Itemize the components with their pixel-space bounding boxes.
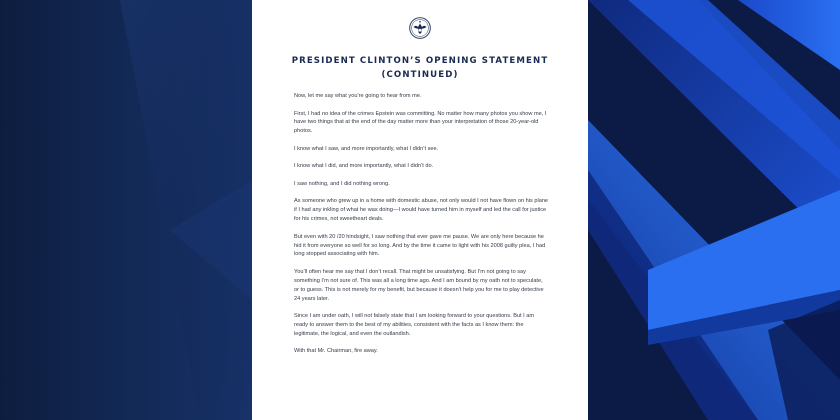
right-panel-pattern [588,0,840,420]
paragraph: I know what I did, and more importantly, what I didn’t do. [294,163,434,170]
title-line-1: PRESIDENT CLINTON’S OPENING STATEMENT [291,56,549,66]
statement-page [252,0,588,420]
paragraph: As someone who grew up in a home with domestic abuse, not only would I not have flown on his plane if I had any inkling of what he was doing—I would have turned him in myself and led the call for justice for his crimes, not sweetheart deals. [294,198,549,223]
left-background-panel [0,0,252,420]
title-line-2: (CONTINUED) [381,70,459,80]
paragraph: But even with 20 /20 hindsight, I saw nothing that ever gave me pause. We are only here because he hid it from everyone so well for so long. And by the time it came to light with his 2008 guilty plea, I had long stopped associating with him. [294,233,546,258]
paragraph: First, I had no idea of the crimes Epstein was committing. No matter how many photos you show me, I have two things that at the end of the day matter more than your interpretation of those 20-year-old photos. [294,110,547,135]
right-background-panel [588,0,840,420]
paragraph: Now, let me say what you’re going to hear from me. [294,93,422,99]
paragraph: With that Mr. Chairman, fire away. [294,348,378,355]
paragraph: I saw nothing, and I did nothing wrong. [294,180,390,187]
seal-icon [409,17,431,39]
paragraph: Since I am under oath, I will not falsely state that I am looking forward to your questions. But I am ready to answer them to the best of my abilities, consistent with the facts as I know them: the legitimate, the logical, and even the outlandish. [294,313,535,337]
left-panel-shading [0,0,252,420]
paragraph: I know what I saw, and more importantly, what I didn’t see. [294,145,439,152]
paragraph: You’ll often hear me say that I don’t recall. That might be unsatisfying. But I’m not going to say something I’m not sure of. This was all a long time ago. And I am bound by my oath not to speculate, or to guess. This is not merely for my benefit, but because it doesn’t help you for me to play detective 24 years later. [294,268,544,302]
statement-body [294,92,549,365]
page-title [272,54,568,82]
